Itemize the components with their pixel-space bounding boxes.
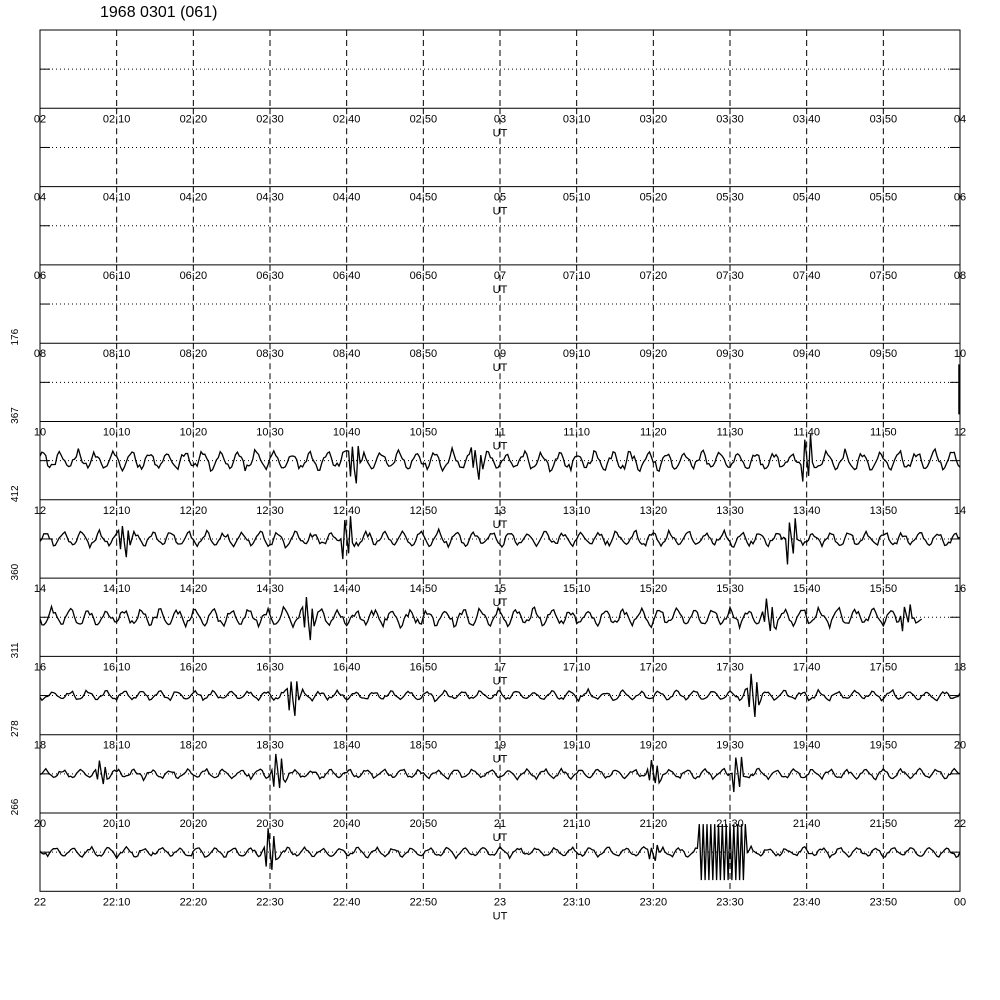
trace-row bbox=[10, 798, 966, 922]
tick-label: 08:10 bbox=[102, 348, 131, 361]
axis-unit-label: UT bbox=[492, 832, 508, 844]
trace-row bbox=[10, 407, 966, 531]
tick-label: 16 bbox=[33, 661, 47, 674]
tick-label: 23:20 bbox=[639, 896, 668, 909]
tick-label: 11:40 bbox=[793, 426, 821, 439]
tick-label: 19 bbox=[493, 739, 507, 752]
tick-label: 18:30 bbox=[256, 739, 284, 752]
axis-unit-label: UT bbox=[492, 753, 508, 766]
tick-label: 22:40 bbox=[332, 896, 361, 909]
tick-label: 12 bbox=[953, 426, 967, 439]
tick-label: 17:30 bbox=[716, 661, 744, 674]
tick-label: 10 bbox=[33, 426, 47, 439]
tick-label: 05:40 bbox=[792, 191, 821, 204]
tick-label: 11:30 bbox=[716, 426, 744, 439]
tick-label: 20:50 bbox=[409, 818, 438, 830]
tick-label: 17:50 bbox=[869, 661, 898, 674]
tick-label: 10:40 bbox=[332, 426, 361, 439]
tick-label: 10:10 bbox=[102, 426, 131, 439]
tick-label: 03:30 bbox=[716, 113, 744, 126]
tick-label: 19:50 bbox=[869, 739, 898, 752]
tick-label: 10:50 bbox=[409, 426, 438, 439]
tick-label: 07:50 bbox=[869, 269, 898, 282]
axis-unit-label: UT bbox=[492, 675, 508, 688]
tick-label: 13:40 bbox=[792, 504, 821, 517]
tick-label: 11 bbox=[494, 426, 506, 439]
axis-unit-label: UT bbox=[492, 283, 508, 296]
tick-label: 06:40 bbox=[332, 269, 361, 282]
tick-label: 07 bbox=[493, 269, 507, 282]
axis-unit-label: UT bbox=[492, 127, 508, 140]
axis-unit-label: UT bbox=[492, 440, 508, 453]
tick-label: 15:50 bbox=[869, 583, 898, 596]
tick-label: 17 bbox=[493, 661, 507, 674]
tick-label: 05:20 bbox=[639, 191, 668, 204]
tick-label: 21:10 bbox=[562, 818, 591, 830]
tick-label: 09 bbox=[493, 348, 507, 361]
tick-label: 22 bbox=[33, 896, 47, 909]
tick-label: 15:20 bbox=[639, 583, 668, 596]
tick-label: 07:30 bbox=[716, 269, 744, 282]
tick-label: 20 bbox=[953, 739, 967, 752]
tick-label: 08 bbox=[953, 269, 967, 282]
tick-label: 21:40 bbox=[792, 818, 821, 830]
tick-label: 19:40 bbox=[792, 739, 821, 752]
trace-row bbox=[10, 642, 966, 766]
scale-label: 412 bbox=[10, 485, 21, 503]
tick-label: 00 bbox=[953, 896, 967, 909]
tick-label: 03:40 bbox=[792, 113, 821, 126]
tick-label: 17:10 bbox=[562, 661, 591, 674]
tick-label: 15 bbox=[493, 583, 507, 596]
tick-label: 14:20 bbox=[179, 583, 208, 596]
scale-label: 311 bbox=[10, 642, 21, 659]
tick-label: 08:20 bbox=[179, 348, 208, 361]
tick-label: 06:50 bbox=[409, 269, 438, 282]
axis-unit-label: UT bbox=[492, 597, 508, 610]
tick-label: 12 bbox=[33, 504, 47, 517]
tick-label: 14:30 bbox=[256, 583, 284, 596]
tick-label: 21:50 bbox=[869, 818, 898, 830]
tick-label: 06 bbox=[33, 269, 47, 282]
tick-label: 16:40 bbox=[332, 661, 361, 674]
tick-label: 18 bbox=[33, 739, 47, 752]
tick-label: 20:30 bbox=[256, 818, 284, 830]
tick-label: 11:10 bbox=[563, 426, 591, 439]
tick-label: 20:10 bbox=[102, 818, 131, 830]
tick-label: 20 bbox=[33, 818, 47, 830]
tick-label: 08:50 bbox=[409, 348, 438, 361]
tick-label: 07:20 bbox=[639, 269, 668, 282]
tick-label: 15:10 bbox=[562, 583, 591, 596]
tick-label: 02:40 bbox=[332, 113, 361, 126]
tick-label: 18:10 bbox=[102, 739, 131, 752]
tick-label: 04:20 bbox=[179, 191, 208, 204]
tick-label: 23 bbox=[493, 896, 507, 909]
tick-label: 06:30 bbox=[256, 269, 284, 282]
trace-row bbox=[10, 563, 966, 687]
scale-label: 360 bbox=[10, 563, 21, 581]
tick-label: 14 bbox=[953, 504, 967, 517]
axis-unit-label: UT bbox=[492, 910, 508, 923]
tick-label: 15:30 bbox=[716, 583, 744, 596]
axis-unit-label: UT bbox=[492, 205, 508, 218]
tick-label: 03 bbox=[493, 113, 507, 126]
tick-label: 22:30 bbox=[256, 896, 284, 909]
tick-label: 12:30 bbox=[256, 504, 284, 517]
tick-label: 06 bbox=[953, 191, 967, 204]
tick-label: 14 bbox=[33, 583, 47, 596]
tick-label: 04:50 bbox=[409, 191, 438, 204]
tick-label: 11:50 bbox=[869, 426, 897, 439]
tick-label: 10:20 bbox=[179, 426, 208, 439]
tick-label: 04 bbox=[953, 113, 967, 126]
tick-label: 13 bbox=[493, 504, 507, 517]
tick-label: 12:40 bbox=[332, 504, 361, 517]
tick-label: 12:20 bbox=[179, 504, 208, 517]
tick-label: 21:30 bbox=[716, 818, 744, 830]
tick-label: 06:20 bbox=[179, 269, 208, 282]
tick-label: 09:20 bbox=[639, 348, 668, 361]
tick-label: 18:20 bbox=[179, 739, 208, 752]
tick-label: 22 bbox=[953, 818, 967, 830]
trace-row bbox=[10, 485, 966, 609]
axis-unit-label: UT bbox=[492, 518, 508, 531]
tick-label: 14:50 bbox=[409, 583, 438, 596]
tick-label: 11:20 bbox=[639, 426, 667, 439]
tick-label: 02:50 bbox=[409, 113, 438, 126]
tick-label: 13:50 bbox=[869, 504, 898, 517]
axis-unit-label: UT bbox=[492, 362, 508, 375]
tick-label: 05:50 bbox=[869, 191, 898, 204]
tick-label: 16 bbox=[953, 583, 967, 596]
tick-label: 02:30 bbox=[256, 113, 284, 126]
tick-label: 16:20 bbox=[179, 661, 208, 674]
tick-label: 20:40 bbox=[332, 818, 361, 830]
tick-label: 08:30 bbox=[256, 348, 284, 361]
tick-label: 04:40 bbox=[332, 191, 361, 204]
tick-label: 09:30 bbox=[716, 348, 744, 361]
tick-label: 03:10 bbox=[562, 113, 591, 126]
tick-label: 16:50 bbox=[409, 661, 438, 674]
trace-row bbox=[10, 720, 966, 844]
tick-label: 18 bbox=[953, 661, 967, 674]
scale-label: 278 bbox=[10, 720, 21, 738]
tick-label: 19:10 bbox=[562, 739, 591, 752]
tick-label: 07:10 bbox=[562, 269, 591, 282]
tick-label: 05:30 bbox=[716, 191, 744, 204]
tick-label: 10:30 bbox=[256, 426, 284, 439]
tick-label: 21 bbox=[493, 818, 507, 830]
scale-label: 176 bbox=[10, 328, 21, 346]
tick-label: 14:40 bbox=[332, 583, 361, 596]
tick-label: 22:50 bbox=[409, 896, 438, 909]
tick-label: 05 bbox=[493, 191, 507, 204]
tick-label: 23:40 bbox=[792, 896, 821, 909]
seismic-trace bbox=[40, 597, 922, 640]
tick-label: 08 bbox=[33, 348, 47, 361]
chart-title: 1968 0301 (061) bbox=[100, 4, 218, 21]
tick-label: 13:30 bbox=[716, 504, 744, 517]
tick-label: 16:30 bbox=[256, 661, 284, 674]
tick-label: 22:10 bbox=[102, 896, 131, 909]
tick-label: 12:10 bbox=[102, 504, 131, 517]
tick-label: 22:20 bbox=[179, 896, 208, 909]
tick-label: 04:30 bbox=[256, 191, 284, 204]
tick-label: 17:20 bbox=[639, 661, 668, 674]
tick-label: 03:20 bbox=[639, 113, 668, 126]
tick-label: 12:50 bbox=[409, 504, 438, 517]
tick-label: 09:10 bbox=[562, 348, 591, 361]
tick-label: 23:10 bbox=[562, 896, 591, 909]
tick-label: 23:30 bbox=[716, 896, 744, 909]
tick-label: 13:10 bbox=[562, 504, 591, 517]
tick-label: 21:20 bbox=[639, 818, 668, 830]
tick-label: 03:50 bbox=[869, 113, 898, 126]
tick-label: 09:50 bbox=[869, 348, 898, 361]
tick-label: 20:20 bbox=[179, 818, 208, 830]
tick-label: 02:10 bbox=[102, 113, 131, 126]
scale-label: 367 bbox=[10, 407, 21, 424]
tick-label: 05:10 bbox=[562, 191, 591, 204]
tick-label: 17:40 bbox=[792, 661, 821, 674]
tick-label: 02:20 bbox=[179, 113, 208, 126]
tick-label: 04 bbox=[33, 191, 47, 204]
trace-row bbox=[10, 328, 966, 452]
tick-label: 10 bbox=[953, 348, 967, 361]
tick-label: 13:20 bbox=[639, 504, 668, 517]
tick-label: 07:40 bbox=[792, 269, 821, 282]
tick-label: 19:20 bbox=[639, 739, 668, 752]
tick-label: 14:10 bbox=[102, 583, 131, 596]
tick-label: 23:50 bbox=[869, 896, 898, 909]
tick-label: 18:50 bbox=[409, 739, 438, 752]
tick-label: 16:10 bbox=[102, 661, 131, 674]
tick-label: 04:10 bbox=[102, 191, 131, 204]
tick-label: 15:40 bbox=[792, 583, 821, 596]
tick-label: 02 bbox=[33, 113, 47, 126]
scale-label: 266 bbox=[10, 798, 21, 816]
tick-label: 18:40 bbox=[332, 739, 361, 752]
tick-label: 19:30 bbox=[716, 739, 744, 752]
tick-label: 08:40 bbox=[332, 348, 361, 361]
tick-label: 06:10 bbox=[102, 269, 131, 282]
tick-label: 09:40 bbox=[792, 348, 821, 361]
